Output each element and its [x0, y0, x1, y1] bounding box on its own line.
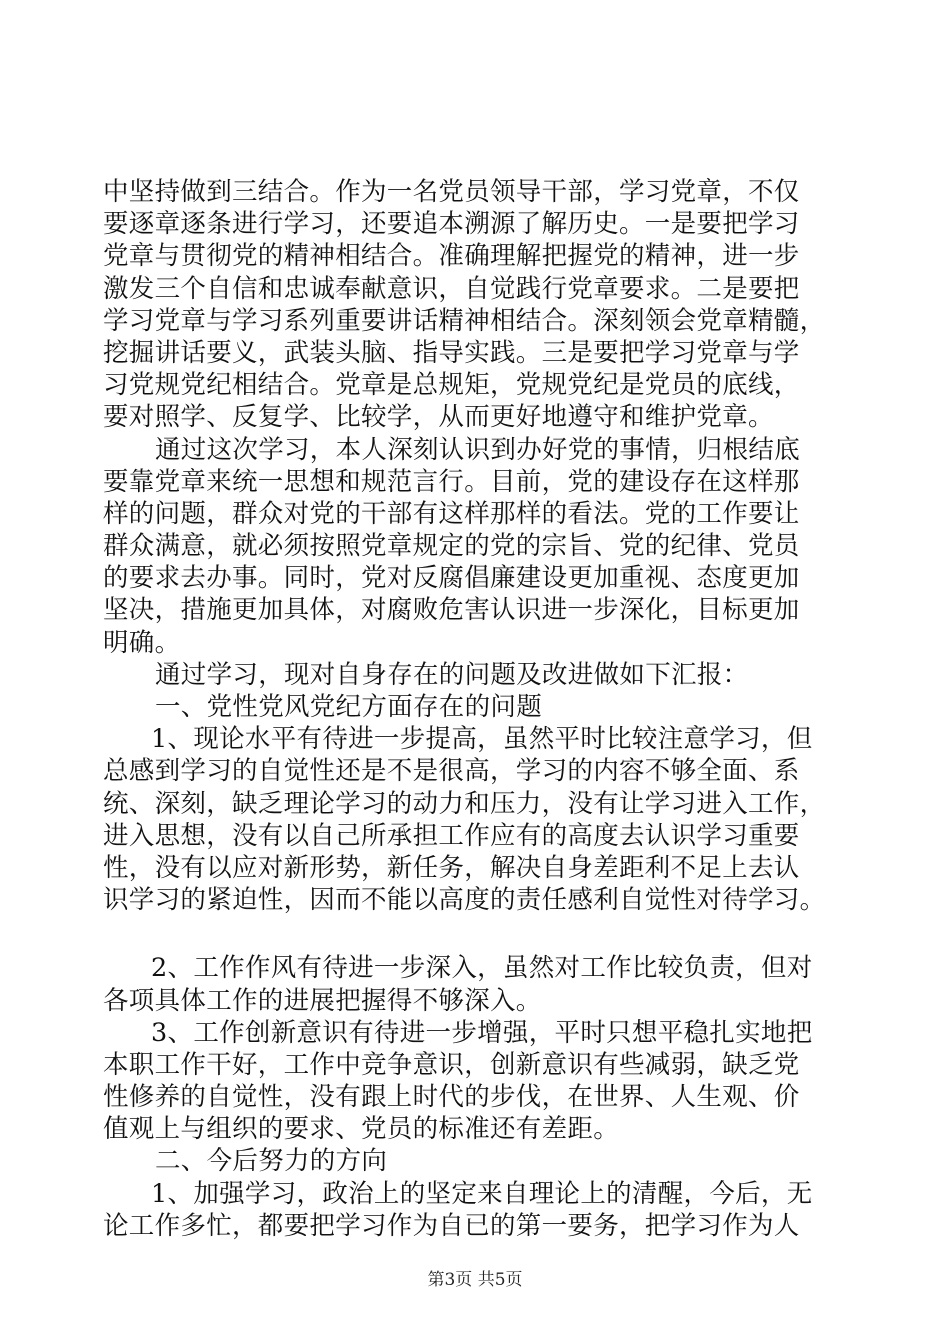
- text-line: 挖掘讲话要义，武装头脑、指导实践。三是要把学习党章与学: [103, 337, 800, 368]
- section-heading: 二、今后努力的方向: [155, 1146, 388, 1177]
- text-line: 坚决，措施更加具体，对腐败危害认识进一步深化，目标更加: [103, 595, 800, 626]
- text-line: 要对照学、反复学、比较学，从而更好地遵守和维护党章。: [103, 402, 774, 433]
- text-line: 明确。: [103, 627, 181, 658]
- text-line: 通过学习，现对自身存在的问题及改进做如下汇报：: [155, 659, 749, 690]
- blank-line: [103, 916, 848, 952]
- text-line: 本职工作干好，工作中竞争意识，创新意识有些减弱，缺乏党: [103, 1049, 800, 1080]
- text-line: 统、深刻，缺乏理论学习的动力和压力，没有让学习进入工作，: [103, 788, 826, 819]
- text-line: 3、工作创新意识有待进一步增强，平时只想平稳扎实地把: [151, 1017, 813, 1048]
- text-line: 1、现论水平有待进一步提高，虽然平时比较注意学习，但: [151, 724, 813, 755]
- text-line: 性修养的自觉性，没有跟上时代的步伐，在世界、人生观、价: [103, 1082, 800, 1113]
- text-line: 样的问题，群众对党的干部有这样那样的看法。党的工作要让: [103, 498, 800, 529]
- text-line: 识学习的紧迫性，因而不能以高度的责任感利自觉性对待学习。: [103, 885, 826, 916]
- section-heading: 一、党性党风党纪方面存在的问题: [155, 692, 543, 722]
- text-line: 通过这次学习，本人深刻认识到办好党的事情，归根结底: [155, 434, 801, 465]
- text-line: 群众满意，就必须按照党章规定的党的宗旨、党的纪律、党员: [103, 531, 800, 562]
- text-line: 进入思想，没有以自己所承担工作应有的高度去认识学习重要: [103, 820, 800, 851]
- text-line: 学习党章与学习系列重要讲话精神相结合。深刻领会党章精髓，: [103, 305, 826, 336]
- text-line: 各项具体工作的进展把握得不够深入。: [103, 985, 542, 1016]
- text-line: 激发三个自信和忠诚奉献意识，自觉践行党章要求。二是要把: [103, 273, 800, 304]
- page-number-footer: 第3页 共5页: [427, 1270, 523, 1290]
- text-line: 论工作多忙，都要把学习作为自已的第一要务，把学习作为人: [103, 1210, 800, 1241]
- text-line: 习党规党纪相结合。党章是总规矩，党规党纪是党员的底线，: [103, 370, 800, 401]
- text-line: 中坚持做到三结合。作为一名党员领导干部，学习党章，不仅: [103, 177, 800, 207]
- text-line: 总感到学习的自觉性还是不是很高，学习的内容不够全面、系: [103, 756, 800, 787]
- text-line: 2、工作作风有待进一步深入，虽然对工作比较负责，但对: [151, 953, 813, 984]
- text-line: 要靠党章来统一思想和规范言行。目前，党的建设存在这样那: [103, 466, 800, 497]
- text-line: 党章与贯彻党的精神相结合。准确理解把握党的精神，进一步: [103, 241, 800, 272]
- text-line: 性，没有以应对新形势，新任务，解决自身差距利不足上去认: [103, 852, 800, 883]
- text-line: 的要求去办事。同时，党对反腐倡廉建设更加重视、态度更加: [103, 563, 800, 594]
- text-line: 值观上与组织的要求、党员的标准还有差距。: [103, 1114, 620, 1145]
- text-line: 1、加强学习，政治上的坚定来自理论上的清醒，今后，无: [151, 1178, 813, 1209]
- text-line: 要逐章逐条进行学习，还要追本溯源了解历史。一是要把学习: [103, 209, 800, 240]
- document-body: [103, 176, 848, 1242]
